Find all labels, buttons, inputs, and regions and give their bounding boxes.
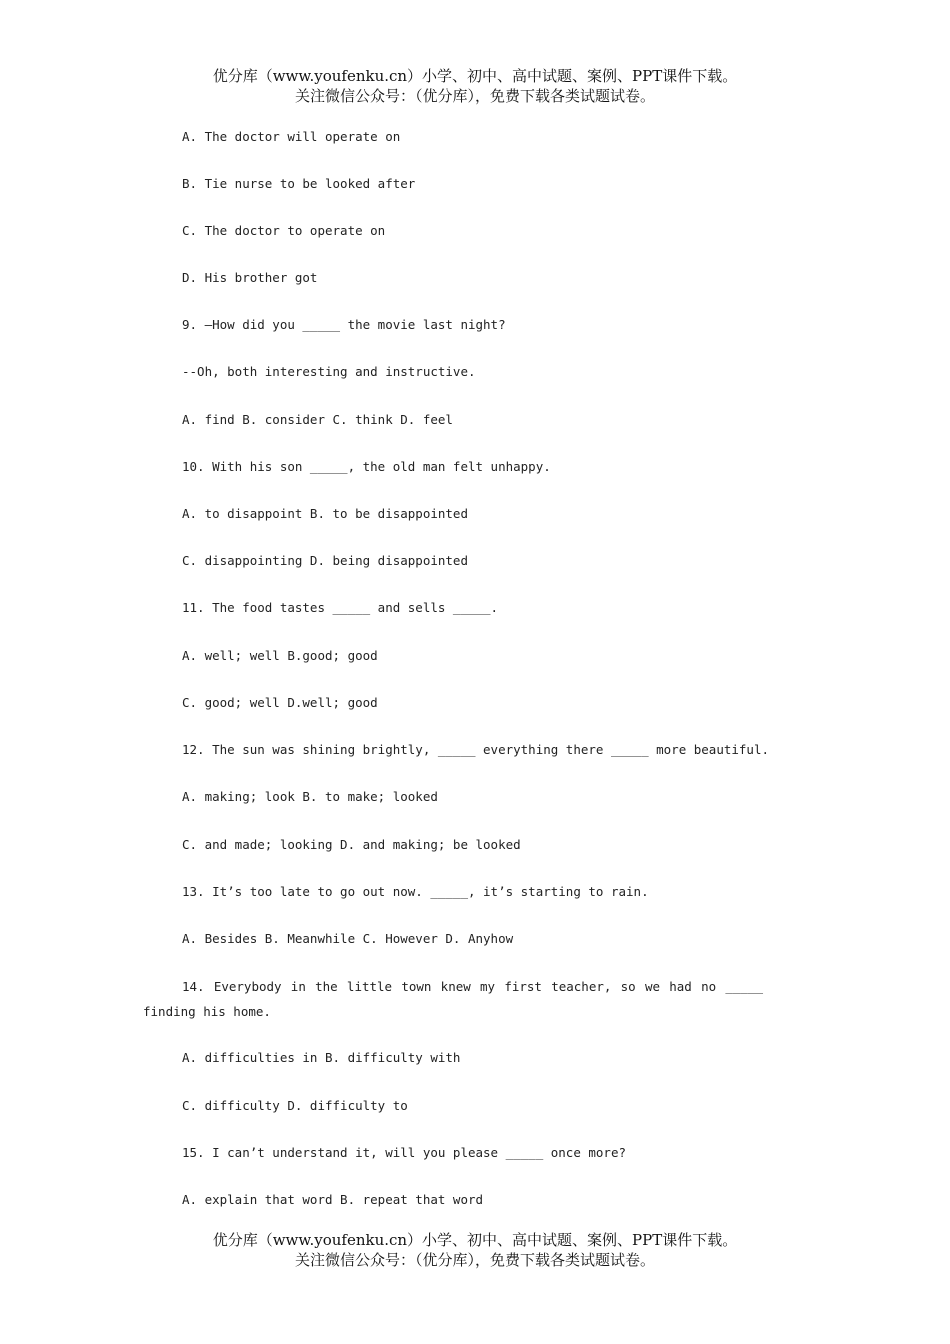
options-12-cd: C. and made; looking D. and making; be looked [182, 837, 521, 852]
options-10-cd: C. disappointing D. being disappointed [182, 553, 468, 568]
question-9-answer: --Oh, both interesting and instructive. [182, 364, 476, 379]
option-8c: C. The doctor to operate on [182, 223, 386, 238]
question-9: 9. —How did you _____ the movie last night? [182, 317, 506, 332]
header-line-2: 关注微信公众号：（优分库），免费下载各类试题试卷。 [294, 87, 655, 105]
options-11-cd: C. good; well D.well; good [182, 695, 378, 710]
header-line-1: 优分库（www.youfenku.cn）小学、初中、高中试题、案例、PPT课件下载。 [212, 67, 738, 85]
question-13: 13. It’s too late to go out now. _____, it’s starting to rain. [182, 884, 649, 899]
question-12: 12. The sun was shining brightly, _____ everything there _____ more beautiful. [182, 742, 769, 757]
options-13: A. Besides B. Meanwhile C. However D. Anyhow [182, 931, 514, 946]
question-10: 10. With his son _____, the old man felt unhappy. [182, 459, 551, 474]
options-15-ab: A. explain that word B. repeat that word [182, 1192, 484, 1207]
options-11-ab: A. well; well B.good; good [182, 648, 378, 663]
footer-line-1: 优分库（www.youfenku.cn）小学、初中、高中试题、案例、PPT课件下载。 [212, 1231, 738, 1249]
option-8a: A. The doctor will operate on [182, 129, 401, 144]
options-14-cd: C. difficulty D. difficulty to [182, 1098, 408, 1113]
options-14-ab: A. difficulties in B. difficulty with [182, 1050, 461, 1065]
option-8d: D. His brother got [182, 270, 318, 285]
option-8b: B. Tie nurse to be looked after [182, 176, 416, 191]
question-11: 11. The food tastes _____ and sells _____. [182, 600, 499, 615]
page-footer [0, 1230, 950, 1270]
question-15: 15. I can’t understand it, will you please _____ once more? [182, 1145, 627, 1160]
footer-line-2: 关注微信公众号：（优分库），免费下载各类试题试卷。 [294, 1251, 655, 1269]
options-9: A. find B. consider C. think D. feel [182, 412, 453, 427]
question-14: 14. Everybody in the little town knew my first teacher, so we had no _____ finding his home. [143, 979, 763, 1019]
options-10-ab: A. to disappoint B. to be disappointed [182, 506, 468, 521]
options-12-ab: A. making; look B. to make; looked [182, 789, 438, 804]
